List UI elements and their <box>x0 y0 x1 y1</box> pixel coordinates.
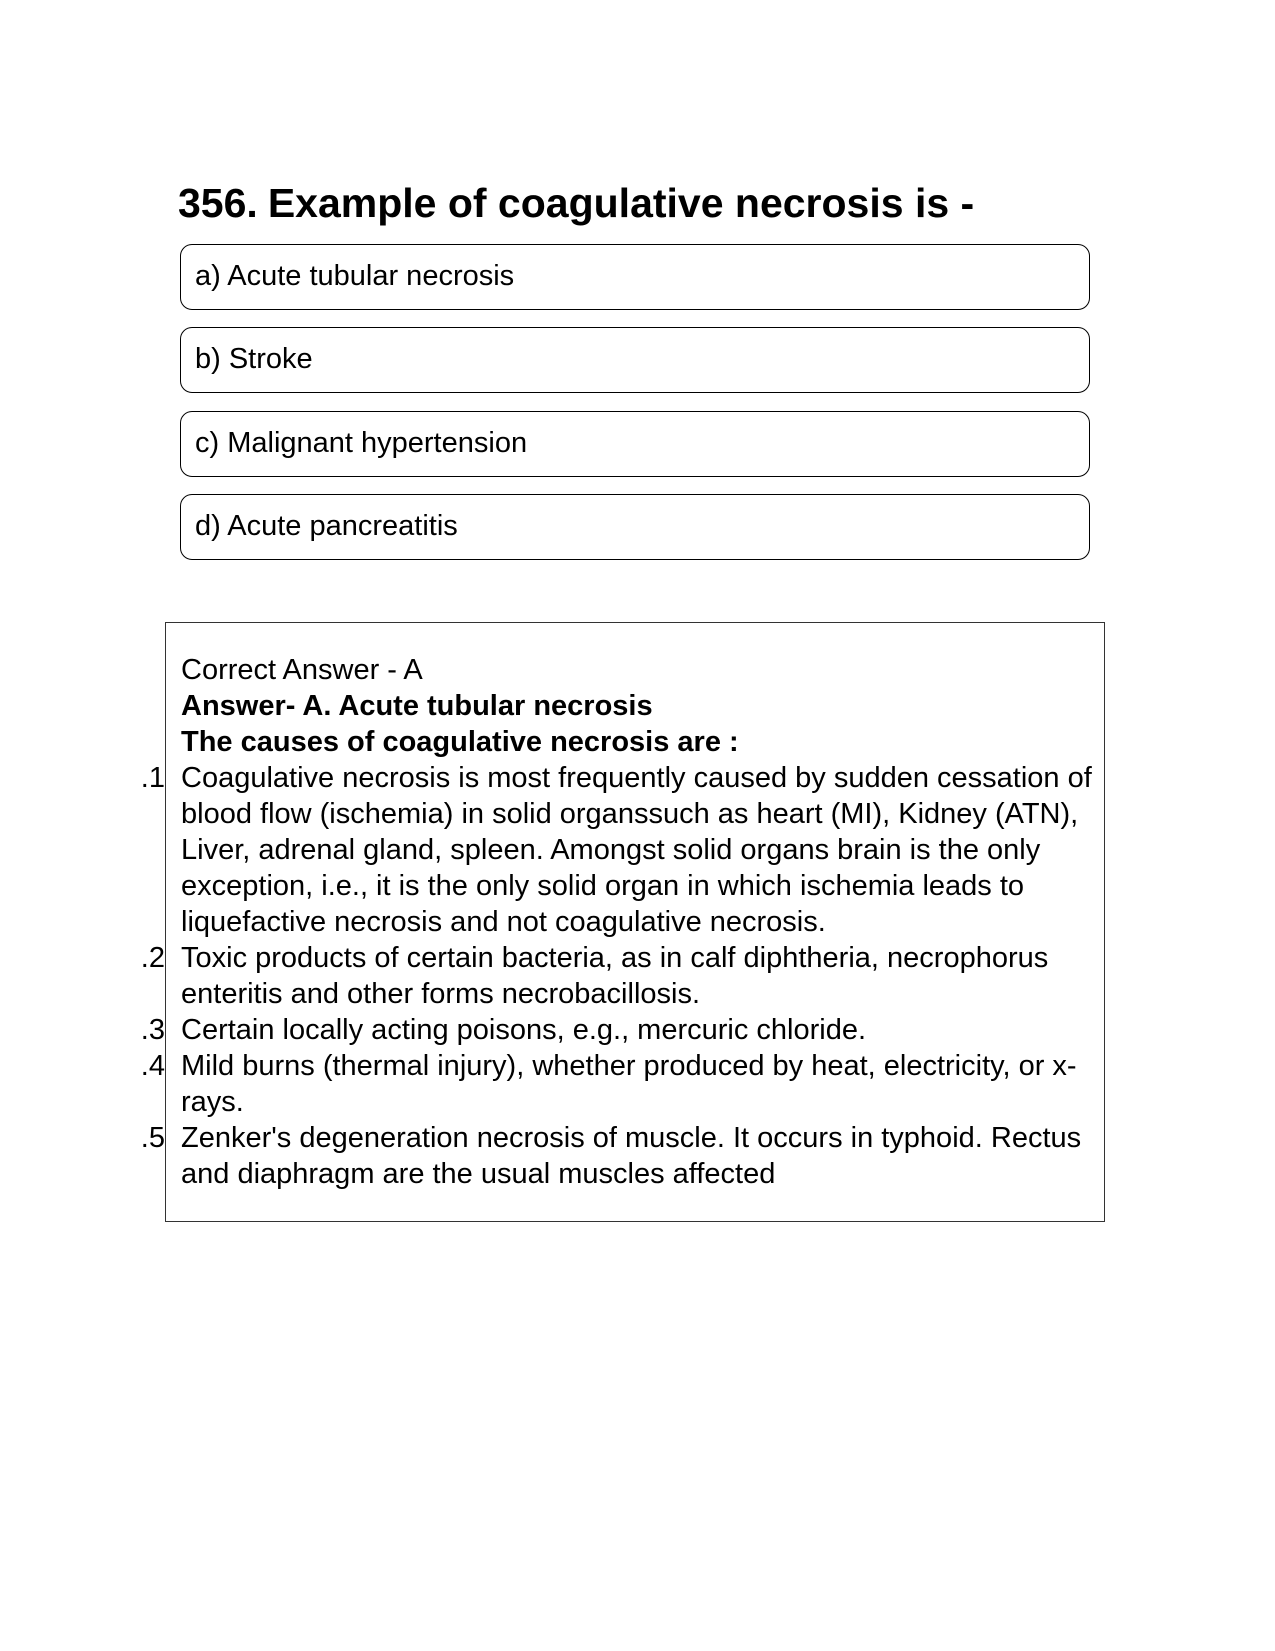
answer-line: Answer- A. Acute tubular necrosis <box>181 690 653 722</box>
cause-item <box>141 1012 1101 1048</box>
answer-explanation <box>141 652 1101 1192</box>
question-heading <box>178 178 974 228</box>
cause-number: 2. <box>141 942 165 974</box>
cause-number: 3. <box>141 1014 165 1046</box>
cause-text: Mild burns (thermal injury), whether produced by heat, electricity, or x-rays. <box>181 1050 1077 1118</box>
causes-heading: The causes of coagulative necrosis are : <box>181 726 739 758</box>
cause-number: 4. <box>141 1050 165 1082</box>
cause-text: Toxic products of certain bacteria, as in calf diphtheria, necrophorus enteritis and other forms necrobacillosis. <box>181 942 1049 1010</box>
correct-answer-line: Correct Answer - A <box>181 654 423 686</box>
question-text: Example of coagulative necrosis is - <box>267 180 975 226</box>
cause-item <box>141 760 1101 940</box>
causes-list <box>141 760 1101 1192</box>
cause-item <box>141 940 1101 1012</box>
cause-number: 1. <box>141 762 165 794</box>
cause-item <box>141 1048 1101 1120</box>
option-a[interactable]: a) Acute tubular necrosis <box>180 244 1090 310</box>
cause-text: Coagulative necrosis is most frequently caused by sudden cessation of blood flow (ischemia) in solid organssuch as heart (MI), Kidney (ATN), Liver, adrenal gland, spleen. Amongst solid organs brain is the only exception, i.e., it is the only solid organ in which ischemia leads to liquefactive necrosis and not coagulative necrosis. <box>181 762 1092 938</box>
cause-text: Zenker's degeneration necrosis of muscle. It occurs in typhoid. Rectus and diaphragm are the usual muscles affected <box>181 1122 1082 1190</box>
cause-text: Certain locally acting poisons, e.g., mercuric chloride. <box>181 1014 867 1046</box>
option-c[interactable]: c) Malignant hypertension <box>180 411 1090 477</box>
option-d[interactable]: d) Acute pancreatitis <box>180 494 1090 560</box>
cause-item <box>141 1120 1101 1192</box>
option-b[interactable]: b) Stroke <box>180 327 1090 393</box>
question-number: 356. <box>178 180 258 226</box>
cause-number: 5. <box>141 1122 165 1154</box>
